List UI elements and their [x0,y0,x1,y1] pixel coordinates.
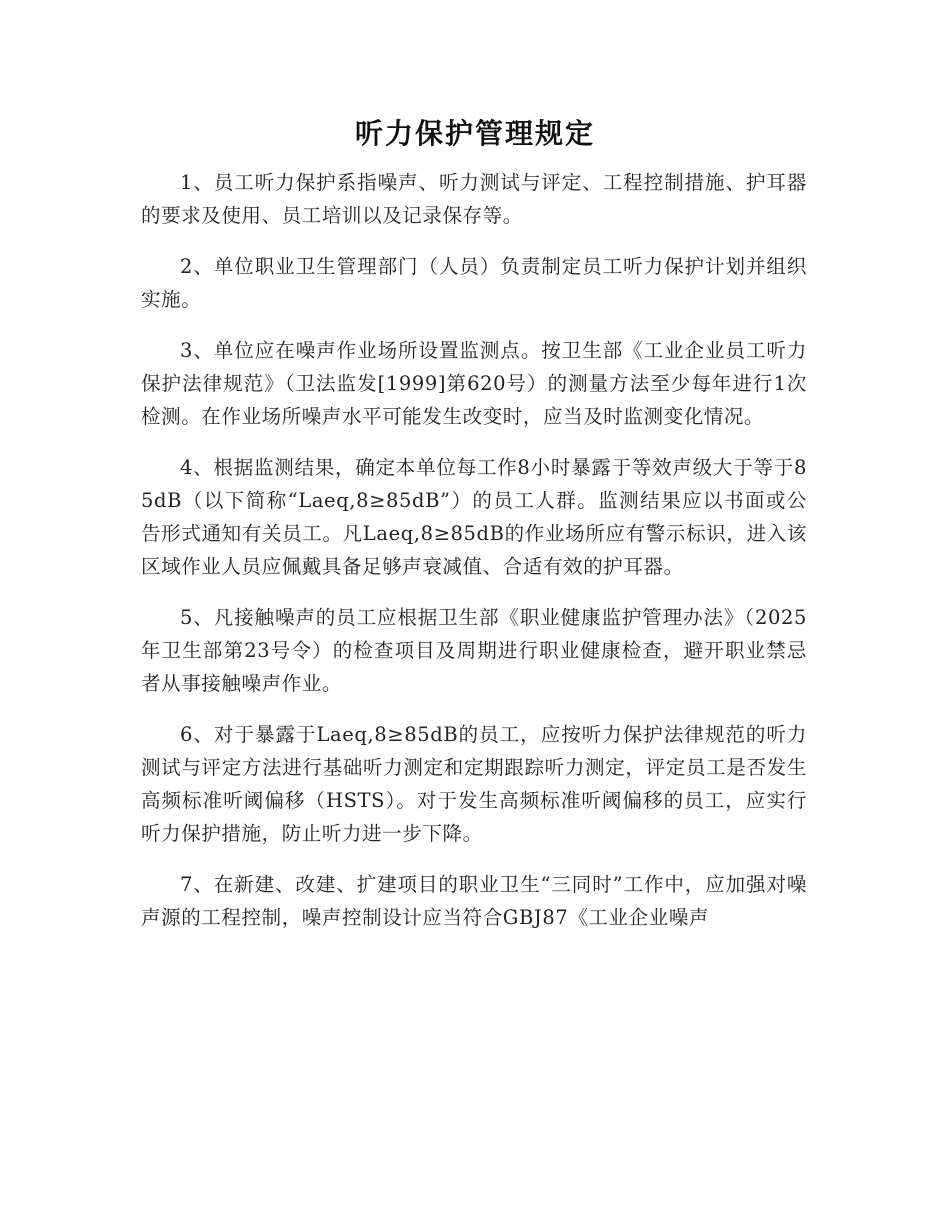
paragraph-5: 5、凡接触噪声的员工应根据卫生部《职业健康监护管理办法》（2025年卫生部第23号令）的检查项目及周期进行职业健康检查，避开职业禁忌者从事接触噪声作业。 [141,606,807,695]
document-title: 听力保护管理规定 [354,117,595,150]
paragraph-7: 7、在新建、改建、扩建项目的职业卫生“三同时”工作中，应加强对噪声源的工程控制，噪声控制设计应当符合GBJ87《工业企业噪声 [141,873,807,929]
paragraph-1: 1、员工听力保护系指噪声、听力测试与评定、工程控制措施、护耳器的要求及使用、员工培训以及记录保存等。 [141,171,807,227]
paragraph-3: 3、单位应在噪声作业场所设置监测点。按卫生部《工业企业员工听力保护法律规范》（卫法监发[1999]第620号）的测量方法至少每年进行1次检测。在作业场所噪声水平可能发生改变时，应当及时监测变化情况。 [141,339,807,428]
paragraph-6: 6、对于暴露于Laeq,8≥85dB的员工，应按听力保护法律规范的听力测试与评定方法进行基础听力测定和定期跟踪听力测定，评定员工是否发生高频标准听阈偏移（HSTS）。对于发生高频标准听阈偏移的员工，应实行听力保护措施，防止听力进一步下降。 [141,723,807,845]
paragraph-2: 2、单位职业卫生管理部门（人员）负责制定员工听力保护计划并组织实施。 [141,255,807,311]
paragraph-4: 4、根据监测结果，确定本单位每工作8小时暴露于等效声级大于等于85dB（以下简称“Laeq,8≥85dB”）的员工人群。监测结果应以书面或公告形式通知有关员工。凡Laeq,8≥85dB的作业场所应有警示标识，进入该区域作业人员应佩戴具备足够声衰减值、合适有效的护耳器。 [141,456,807,578]
document-body [141,166,807,952]
